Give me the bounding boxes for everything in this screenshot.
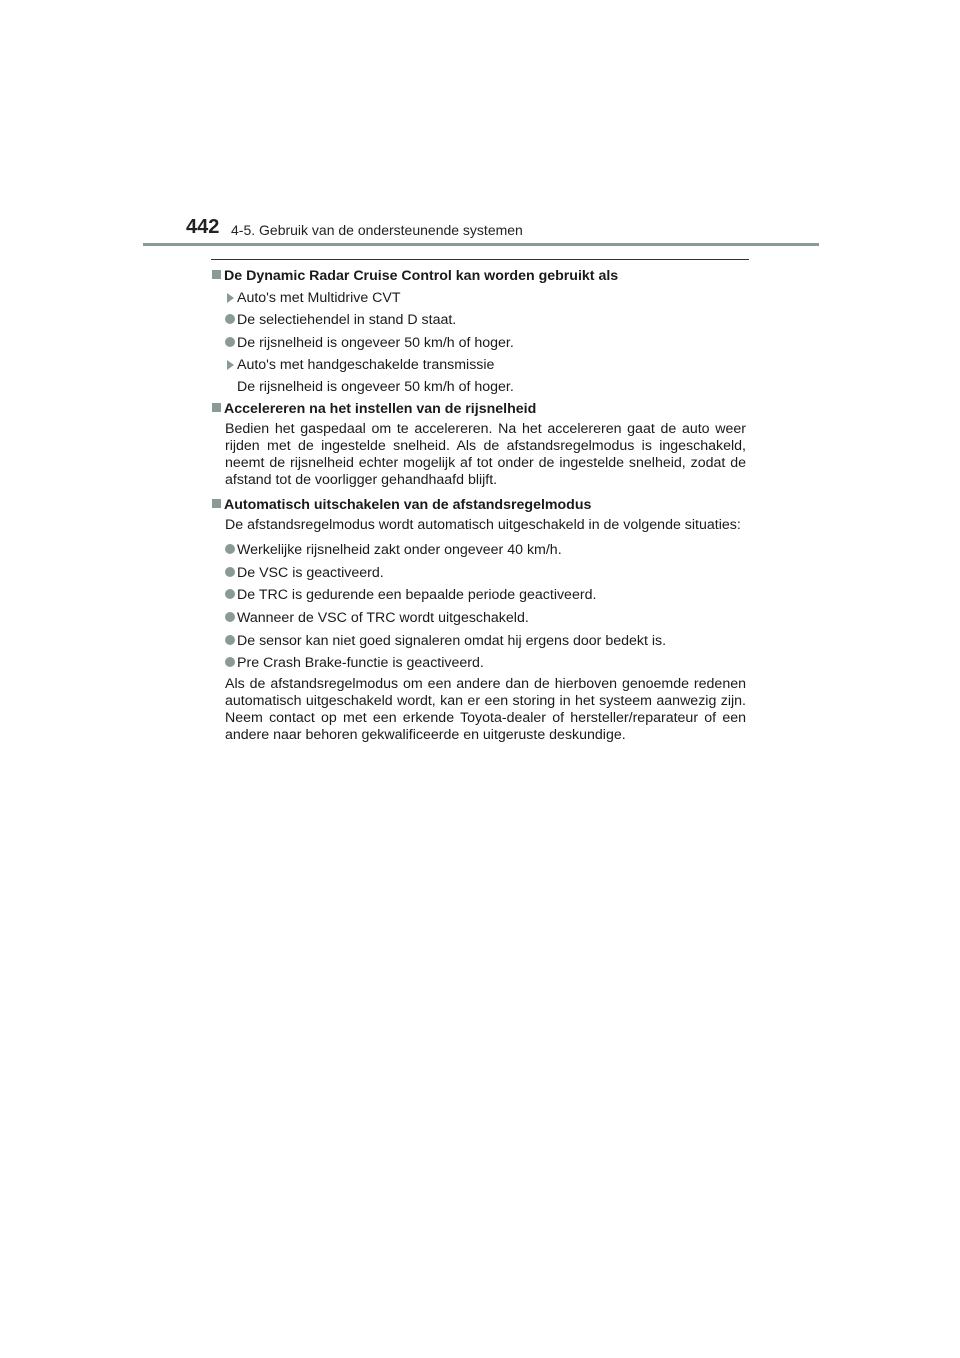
square-bullet-icon bbox=[212, 499, 221, 508]
round-bullet-icon bbox=[225, 657, 235, 667]
section-heading-text: De Dynamic Radar Cruise Control kan worden gebruikt als bbox=[224, 268, 619, 284]
sub-heading bbox=[211, 288, 746, 310]
round-bullet-icon bbox=[225, 337, 235, 347]
header-divider bbox=[143, 243, 819, 246]
page-content bbox=[211, 266, 746, 750]
paragraph: Als de afstandsregelmodus om een andere dan de hierboven genoemde redenen automatisch uitgeschakeld wordt, kan er een storing in het systeem aanwezig zijn. Neem contact op met een erkende Toyota-dealer of hersteller/reparateur of een andere naar behoren gekwalificeerde en uitgeruste deskundige. bbox=[225, 675, 746, 743]
list-item bbox=[211, 653, 746, 676]
paragraph: De afstandsregelmodus wordt automatisch uitgeschakeld in de volgende situaties: bbox=[225, 517, 741, 534]
content-divider bbox=[211, 259, 749, 260]
round-bullet-icon bbox=[225, 635, 235, 645]
list-item-text: Wanneer de VSC of TRC wordt uitgeschakeld. bbox=[237, 609, 529, 626]
section-heading-text: Automatisch uitschakelen van de afstandsregelmodus bbox=[224, 497, 592, 514]
list-item-text: De VSC is geactiveerd. bbox=[237, 564, 384, 581]
list-item bbox=[211, 608, 746, 631]
paragraph: Bedien het gaspedaal om te accelereren. Na het accelereren gaat de auto weer rijden met de ingestelde snelheid. Als de afstandsregelmodus is ingeschakeld, neemt de rijsnelheid echter mogelijk af tot onder de ingestelde snelheid, zodat de afstand tot de voorligger gehandhaafd blijft. bbox=[225, 421, 746, 489]
sub-heading-text: Auto's met handgeschakelde transmissie bbox=[237, 357, 495, 374]
page-number: 442 bbox=[186, 216, 220, 238]
list-item bbox=[211, 631, 746, 654]
list-item bbox=[211, 310, 746, 333]
round-bullet-icon bbox=[225, 314, 235, 324]
list-item bbox=[211, 540, 746, 563]
list-item-text: De TRC is gedurende een bepaalde periode geactiveerd. bbox=[237, 587, 597, 604]
list-item-text: De selectiehendel in stand D staat. bbox=[237, 312, 457, 328]
list-item bbox=[211, 585, 746, 608]
round-bullet-icon bbox=[225, 612, 235, 622]
section-heading-text: Accelereren na het instellen van de rijsnelheid bbox=[224, 401, 537, 418]
sub-text: De rijsnelheid is ongeveer 50 km/h of hoger. bbox=[237, 379, 514, 396]
list-item-text: De sensor kan niet goed signaleren omdat hij ergens door bedekt is. bbox=[237, 632, 667, 649]
triangle-arrow-icon bbox=[227, 293, 234, 303]
section-heading bbox=[211, 266, 746, 288]
sub-heading bbox=[211, 355, 746, 377]
square-bullet-icon bbox=[212, 403, 221, 412]
square-bullet-icon bbox=[212, 270, 221, 279]
triangle-arrow-icon bbox=[227, 360, 234, 370]
round-bullet-icon bbox=[225, 544, 235, 554]
round-bullet-icon bbox=[225, 589, 235, 599]
list-item bbox=[211, 563, 746, 586]
list-item-text: Werkelijke rijsnelheid zakt onder ongeveer 40 km/h. bbox=[237, 542, 562, 559]
sub-heading-text: Auto's met Multidrive CVT bbox=[237, 290, 401, 306]
section-heading bbox=[211, 495, 746, 517]
list-item bbox=[211, 333, 746, 356]
list-item-text: Pre Crash Brake-functie is geactiveerd. bbox=[237, 655, 484, 672]
section-heading bbox=[211, 399, 746, 421]
round-bullet-icon bbox=[225, 567, 235, 577]
list-item-text: De rijsnelheid is ongeveer 50 km/h of hoger. bbox=[237, 334, 514, 351]
section-title: 4-5. Gebruik van de ondersteunende systemen bbox=[231, 222, 523, 238]
